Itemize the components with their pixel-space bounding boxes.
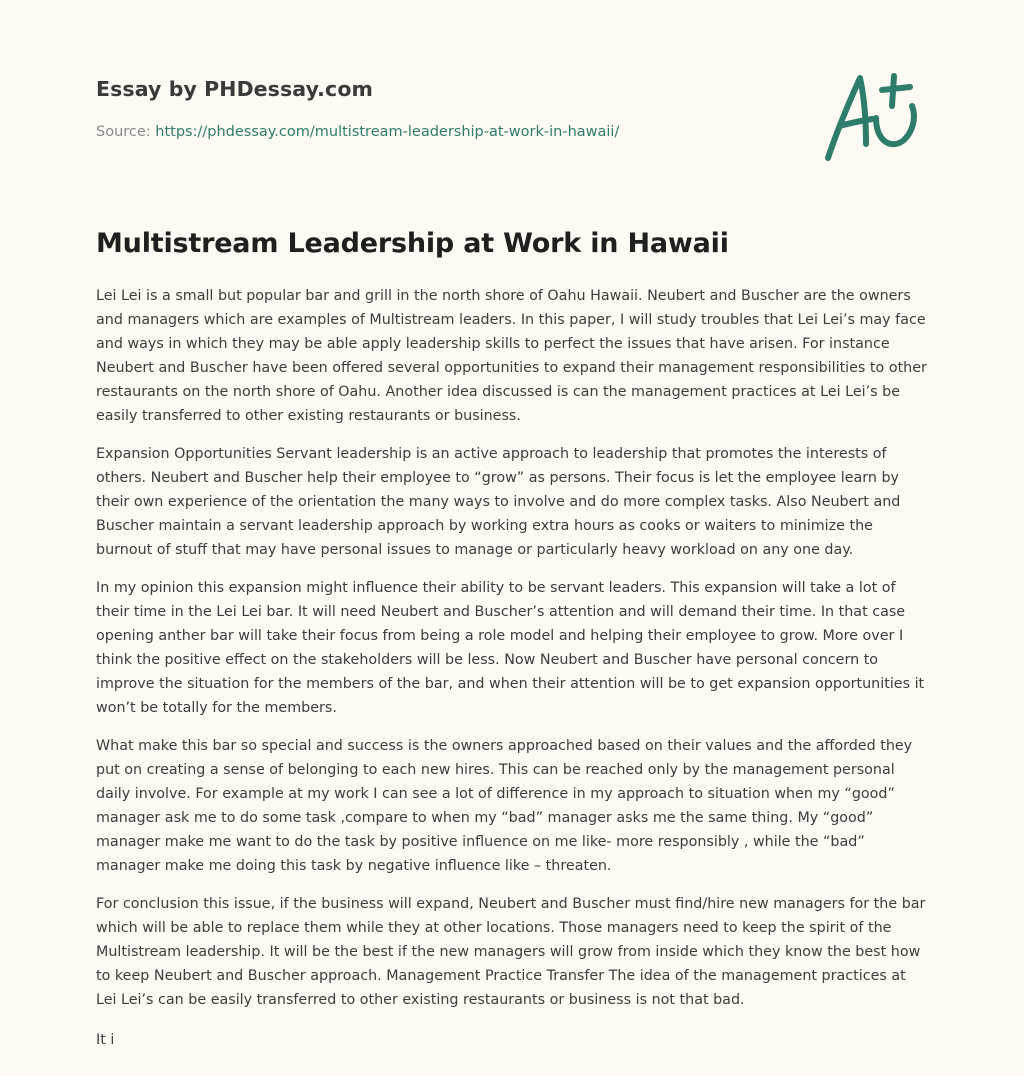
source-link[interactable]: https://phdessay.com/multistream-leadership-at-work-in-hawaii/ bbox=[155, 124, 620, 140]
page-header bbox=[96, 72, 816, 142]
site-brand: Essay by PHDessay.com bbox=[96, 77, 373, 101]
essay-paragraph: Lei Lei is a small but popular bar and grill in the north shore of Oahu Hawaii. Neubert and Buscher are the owners and managers which are examples of Multistream leaders. In this paper, I will study troubles that Lei Lei’s may face and ways in which they may be able apply leadership skills to perfect the issues that have arisen. For instance Neubert and Buscher have been offered several opportunities to expand their management responsibilities to other restaurants on the north shore of Oahu. Another idea discussed is can the management practices at Lei Lei’s be easily transferred to other existing restaurants or business. bbox=[96, 288, 927, 424]
essay-body bbox=[96, 284, 930, 1066]
essay-truncated-text: It i bbox=[96, 1032, 115, 1048]
essay-paragraph: For conclusion this issue, if the business will expand, Neubert and Buscher must find/hire new managers for the bar which will be able to replace them while they at other locations. Those managers need to keep the spirit of the Multistream leadership. It will be the best if the new managers will grow from inside which they know the best how to keep Neubert and Buscher approach. Management Practice Transfer The idea of the management practices at Lei Lei’s can be easily transferred to other existing restaurants or business is not that bad. bbox=[96, 896, 926, 1008]
essay-paragraph: In my opinion this expansion might influence their ability to be servant leaders. This expansion will take a lot of their time in the Lei Lei bar. It will need Neubert and Buscher’s attention and will demand their time. In that case opening anther bar will take their focus from being a role model and helping their employee to grow. More over I think the positive effect on the stakeholders will be less. Now Neubert and Buscher have personal concern to improve the situation for the members of the bar, and when their attention will be to get expansion opportunities it won’t be totally for the members. bbox=[96, 580, 925, 716]
essay-title: Multistream Leadership at Work in Hawaii bbox=[96, 228, 729, 259]
source-label: Source: bbox=[96, 124, 156, 140]
essay-paragraph: Expansion Opportunities Servant leadership is an active approach to leadership that promotes the interests of others. Neubert and Buscher help their employee to “grow” as persons. Their focus is let the employee learn by their own experience of the orientation the many ways to involve and do more complex tasks. Also Neubert and Buscher maintain a servant leadership approach by working extra hours as cooks or waiters to minimize the burnout of stuff that may have personal issues to manage or particularly heavy workload on any one day. bbox=[96, 446, 901, 558]
essay-paragraph: What make this bar so special and success is the owners approached based on their values and the afforded they put on creating a sense of belonging to each new hires. This can be reached only by the management personal daily involve. For example at my work I can see a lot of difference in my approach to situation when my “good” manager ask me to do some task ,compare to when my “bad” manager asks me the same thing. My “good” manager make me want to do the task by positive influence on me like- more responsibly , while the “bad” manager make me doing this task by negative influence like – threaten. bbox=[96, 738, 913, 874]
a-plus-logo-icon bbox=[820, 66, 930, 166]
source-line bbox=[96, 122, 816, 142]
